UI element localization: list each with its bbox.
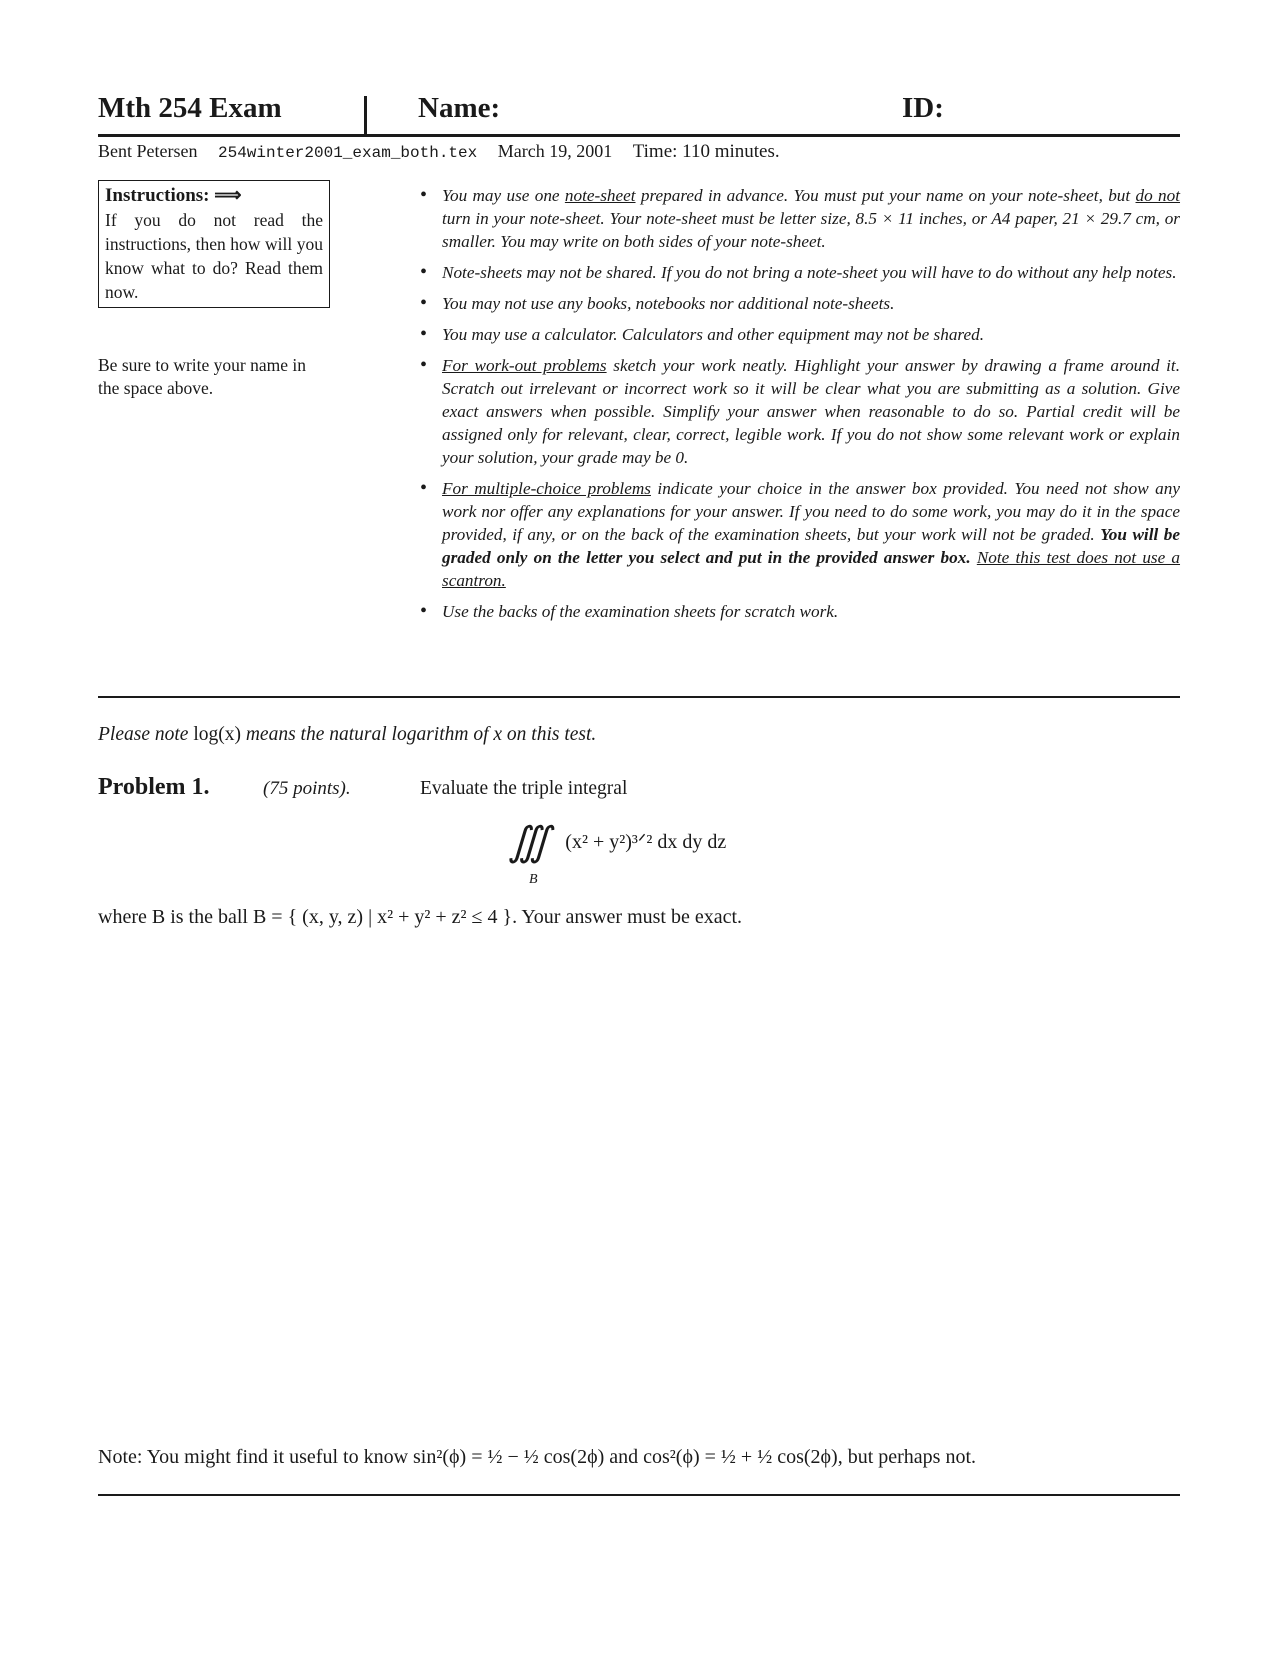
list-item: • You may not use any books, notebooks nor additional note-sheets. (420, 292, 1180, 315)
trig-hint: Note: You might find it useful to know sin²(ϕ) = ½ − ½ cos(2ϕ) and cos²(ϕ) = ½ + ½ cos(2ϕ), but perhaps not. (98, 1446, 977, 1468)
header-rule (98, 134, 1180, 137)
instruction-list (420, 184, 1180, 631)
triple-integral (508, 818, 727, 887)
instructions-text: If you do not read the instructions, then how will you know what to do? Read them now. (105, 210, 323, 302)
integral-region: B (529, 872, 538, 887)
list-item: • For multiple-choice problems indicate your choice in the answer box provided. You need not show any work nor offer any explanations for your answer. If you need to do some work, you may do it in the space provided, if any, or on the back of the examination sheets, but your work will not be graded. You will be graded only on the letter you select and put in the provided answer box. Note this test does not use a scantron. (420, 477, 1180, 592)
instructions-title: Instructions: ⟹ (105, 185, 242, 206)
list-item: • You may use a calculator. Calculators and other equipment may not be shared. (420, 323, 1180, 346)
header (98, 88, 1180, 136)
log-note: Please note log(x) means the natural logarithm of x on this test. (98, 724, 597, 745)
problem-points: (75 points). (263, 778, 351, 799)
integrand: (x² + y²)³ᐟ² dx dy dz (565, 831, 727, 853)
header-divider (364, 96, 367, 134)
instructions-box (98, 180, 330, 308)
id-label: ID: (902, 92, 944, 124)
section-rule (98, 696, 1180, 698)
problem-statement: Evaluate the triple integral (420, 778, 628, 799)
region-definition: where B is the ball B = { (x, y, z) | x² + y² + z² ≤ 4 }. Your answer must be exact. (98, 906, 743, 928)
file-name: 254winter2001_exam_both.tex (217, 144, 478, 162)
exam-time: Time: 110 minutes. (632, 141, 780, 162)
list-item: • Use the backs of the examination sheets for scratch work. (420, 600, 1180, 623)
integral-sign: ∭ (508, 819, 541, 864)
name-label: Name: (418, 92, 501, 124)
meta-row (98, 141, 796, 165)
course-title: Mth 254 Exam (98, 92, 282, 124)
list-item: • You may use one note-sheet prepared in advance. You must put your name on your note-sheet, but do not turn in your note-sheet. Your note-sheet must be letter size, 8.5 × 11 inches, or A4 paper, 21 × 29.7 cm, or smaller. You may write on both sides of your note-sheet. (420, 184, 1180, 253)
exam-date: March 19, 2001 (497, 141, 613, 161)
side-note: Be sure to write your name in the space above. (98, 355, 307, 398)
bottom-rule (98, 1494, 1180, 1496)
exam-page (98, 0, 1180, 1656)
problem-label: Problem 1. (98, 774, 210, 800)
list-item: • For work-out problems sketch your work neatly. Highlight your answer by drawing a frame around it. Scratch out irrelevant or incorrect work so it will be clear what you are submitting as a solution. Give exact answers when possible. Simplify your answer when reasonable to do so. Partial credit will be assigned only for relevant, clear, correct, legible work. If you do not show some relevant work or explain your solution, your grade may be 0. (420, 354, 1180, 469)
author: Bent Petersen (98, 141, 198, 161)
list-item: • Note-sheets may not be shared. If you do not bring a note-sheet you will have to do without any help notes. (420, 261, 1180, 284)
problem-header (98, 774, 1180, 806)
